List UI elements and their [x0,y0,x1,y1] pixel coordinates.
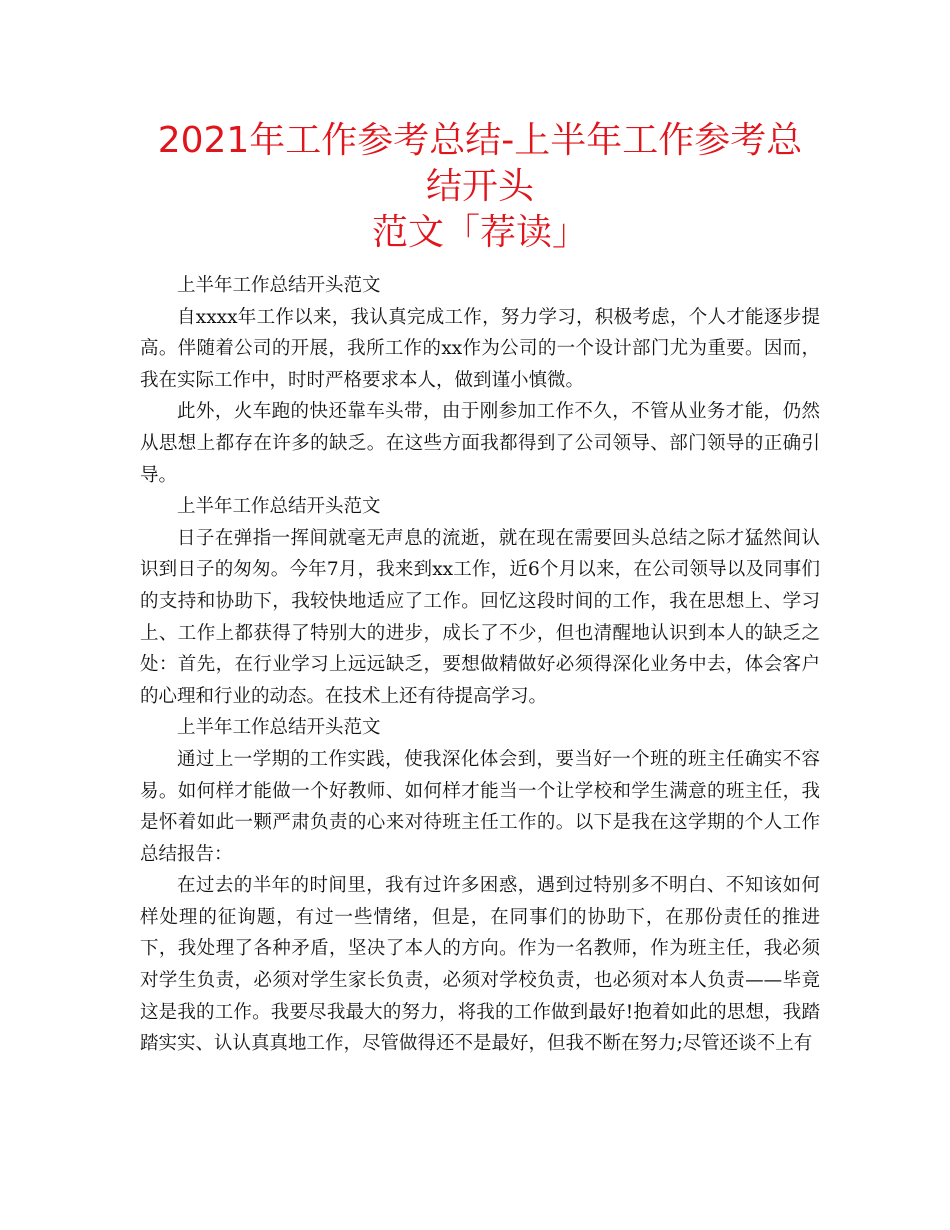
paragraph-5: 在过去的半年的时间里，我有过许多困惑，遇到过特别多不明白、不知该如何样处理的征询题，有过一些情绪，但是，在同事们的协助下，在那份责任的推进下，我处理了各种矛盾，坚决了本人的方向。作为一名教师，作为班主任，我必须对学生负责，必须对学生家长负责，必须对学校负责，也必须对本人负责——毕竟这是我的工作。我要尽我最大的努力，将我的工作做到最好!抱着如此的思想，我踏踏实实、认认真真地工作，尽管做得还不是最好，但我不断在努力;尽管还谈不上有 [140,875,820,1055]
document-body [140,270,820,1060]
title-line-1: 2021年工作参考总结-上半年工作参考总结开头 [157,120,803,207]
section-heading-2: 上半年工作总结开头范文 [177,496,381,518]
paragraph-3: 日子在弹指一挥间就毫无声息的流逝，就在现在需要回头总结之际才猛然间认识到日子的匆匆。今年7月，我来到xx工作，近6个月以来，在公司领导以及同事们的支持和协助下，我较快地适应了工作。回忆这段时间的工作，我在思想上、学习上、工作上都获得了特别大的进步，成长了不少，但也清醒地认识到本人的缺乏之处：首先，在行业学习上远远缺乏，要想做精做好必须得深化业务中去，体会客户的心理和行业的动态。在技术上还有待提高学习。 [140,527,820,707]
section-heading-3: 上半年工作总结开头范文 [177,717,381,739]
section-heading-1: 上半年工作总结开头范文 [177,275,381,296]
paragraph-1: 自xxxx年工作以来，我认真完成工作，努力学习，积极考虑，个人才能逐步提高。伴随着公司的开展，我所工作的xx作为公司的一个设计部门尤为重要。因而，我在实际工作中，时时严格要求本人，做到谨小慎微。 [140,306,820,391]
document-title [140,118,820,256]
title-line-2: 范文「荐读」 [371,212,588,253]
paragraph-2: 此外，火车跑的快还靠车头带，由于刚参加工作不久，不管从业务才能，仍然从思想上都存在许多的缺乏。在这些方面我都得到了公司领导、部门领导的正确引导。 [140,401,820,486]
paragraph-4: 通过上一学期的工作实践，使我深化体会到，要当好一个班的班主任确实不容易。如何样才能做一个好教师、如何样才能当一个让学校和学生满意的班主任，我是怀着如此一颗严肃负责的心来对待班主任工作的。以下是我在这学期的个人工作总结报告： [140,748,820,865]
